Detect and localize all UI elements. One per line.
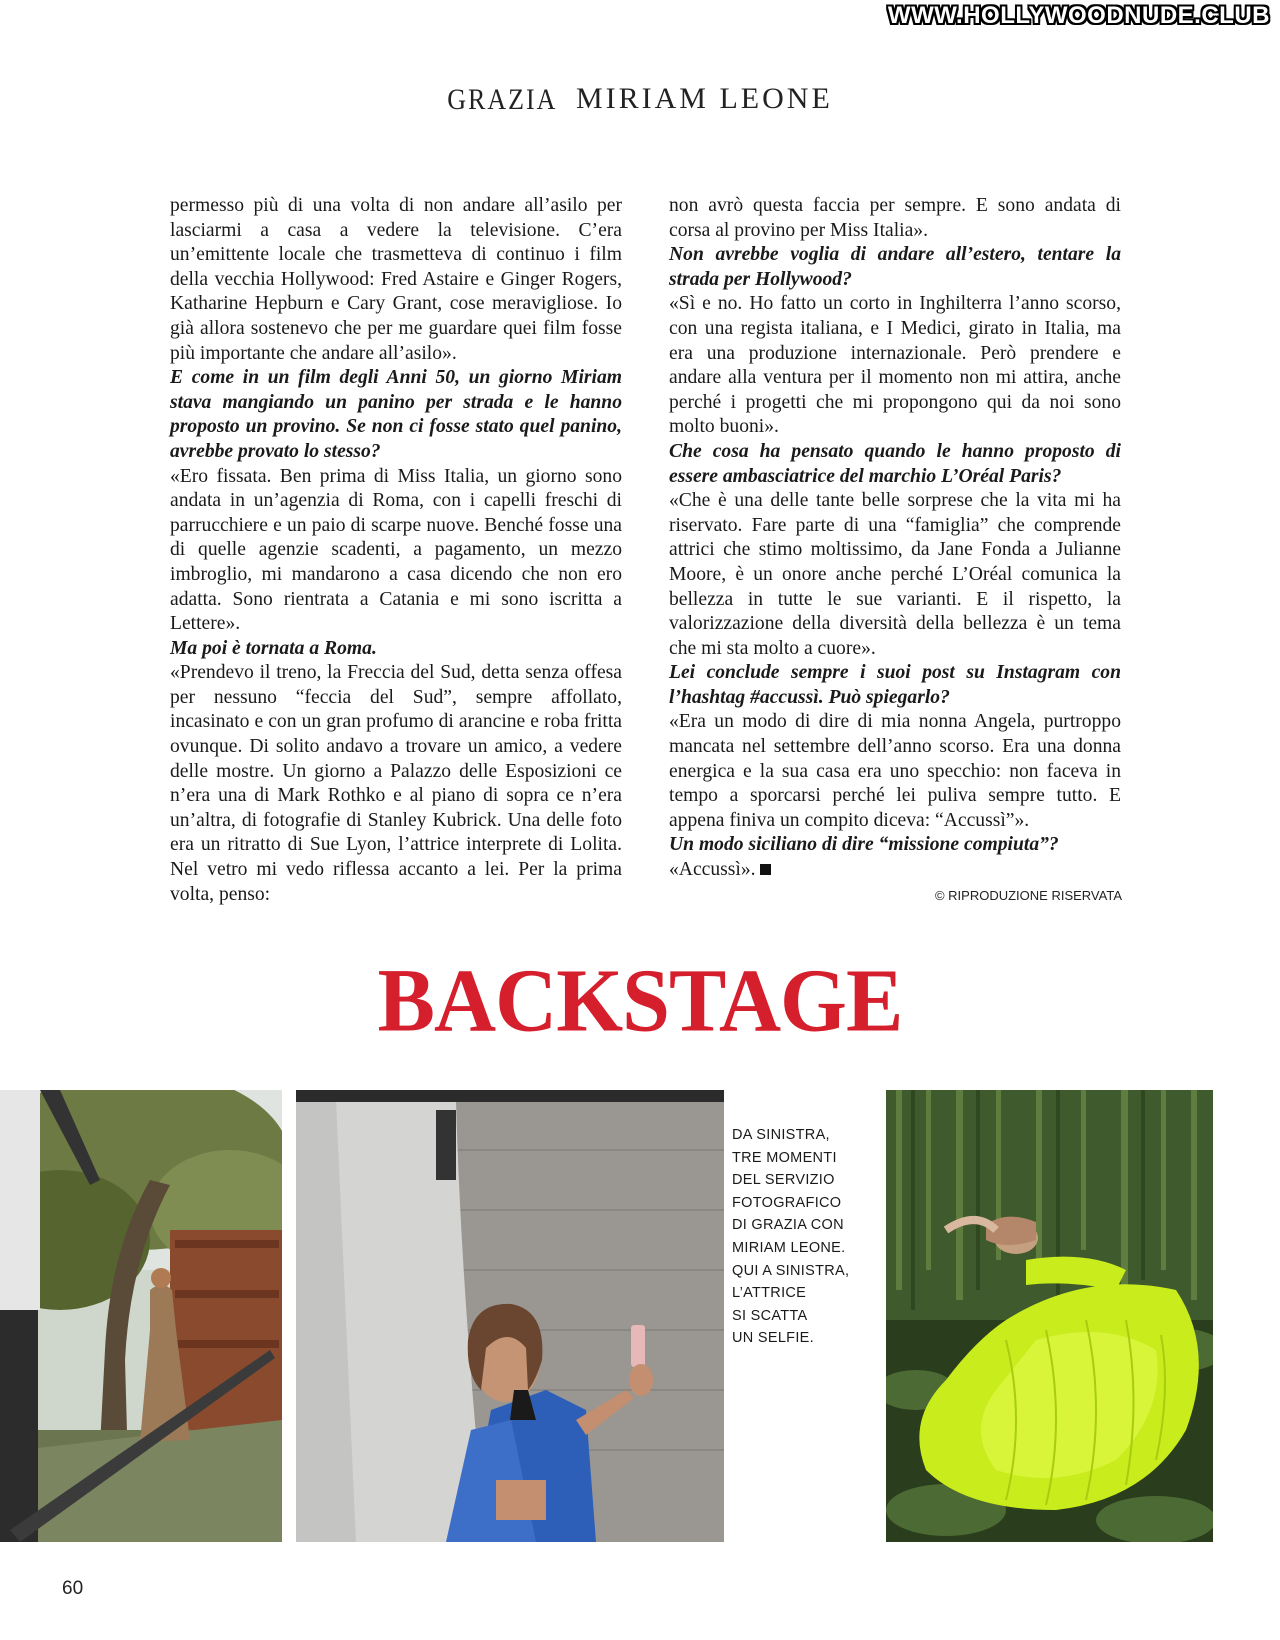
article-column-right — [669, 194, 1121, 883]
answer-paragraph: «Ero fissata. Ben prima di Miss Italia, un giorno sono andata in un’agenzia di Roma, con i capelli freschi di parrucchiere e un paio di scarpe nuove. Benché fosse una di quelle agenzie scadenti, a pagamento, un mezzo imbroglio, mi mandarono a casa dicendo che non ero adatta. Sono rientrata a Catania e mi sono iscritta a Lettere». — [170, 465, 622, 635]
caption-line: L’ATTRICE — [732, 1285, 807, 1302]
caption-line: UN SELFIE. — [732, 1330, 814, 1347]
page-number: 60 — [62, 1578, 84, 1599]
final-answer-text: «Accussì». — [669, 859, 756, 881]
question-paragraph: Ma poi è tornata a Roma. — [170, 637, 377, 659]
caption-line: TRE MOMENTI — [732, 1149, 837, 1166]
final-answer-paragraph — [669, 858, 1121, 883]
answer-paragraph: permesso più di una volta di non andare all’asilo per lasciarmi a casa a vedere la televisione. C’era un’emittente locale che trasmetteva di continuo i film della vecchia Hollywood: Fred Astaire e Ginger Rogers, Katharine Hepburn e Cary Grant, cose meravigliose. Io già allora sostenevo che per me guardare quei film fosse più importante che andare all’asilo». — [170, 195, 622, 364]
photo-studio-selfie — [296, 1090, 724, 1542]
answer-paragraph: «Sì e no. Ho fatto un corto in Inghilterra l’anno scorso, con una regista italiana, e I Medici, girato in Italia, ma era una produzione internazionale. Però prendere e andare alla ventura per il momento non mi attira, anche perché i progetti che mi propongono qui da noi sono molto buoni». — [669, 293, 1121, 438]
photo-green-dress — [886, 1090, 1213, 1542]
answer-paragraph: «Che è una delle tante belle sorprese che la vita mi ha riservato. Fare parte di una “famiglia” che comprende attrici che stimo moltissimo, da Jane Fonda a Julianne Moore, è un onore anche perché L’Oréal comunica la bellezza in tutte le sue varianti. E il rispetto, la valorizzazione della diversità della bellezza è un tema che mi sta molto a cuore». — [669, 490, 1121, 659]
question-paragraph: Un modo siciliano di dire “missione compiuta”? — [669, 834, 1059, 856]
caption-line: FOTOGRAFICO — [732, 1194, 842, 1211]
end-of-article-mark — [760, 864, 771, 875]
running-head — [0, 82, 1280, 116]
question-paragraph: Non avrebbe voglia di andare all’estero, tentare la strada per Hollywood? — [669, 244, 1121, 290]
watermark: WWW.HOLLYWOODNUDE.CLUB — [887, 2, 1270, 29]
caption-line: SI SCATTA — [732, 1307, 808, 1324]
section-title: BACKSTAGE — [377, 949, 903, 1051]
question-paragraph: Lei conclude sempre i suoi post su Instagram con l’hashtag #accussì. Può spiegarlo? — [669, 662, 1121, 708]
caption-line: DI GRAZIA CON — [732, 1217, 844, 1234]
caption-line: MIRIAM LEONE. — [732, 1239, 846, 1256]
article-subject: MIRIAM LEONE — [575, 82, 833, 115]
magazine-brand: GRAZIA — [447, 82, 558, 117]
answer-paragraph: «Era un modo di dire di mia nonna Angela, purtroppo mancata nel settembre dell’anno scorso. Era una donna energica e la sua casa era uno specchio: non faceva in tempo a sporcarsi perché lei puliva sempre tutto. E appena finiva un compito diceva: “Accussì”». — [669, 711, 1121, 831]
photo-garden — [0, 1090, 282, 1542]
copyright-notice: © RIPRODUZIONE RISERVATA — [934, 888, 1122, 903]
caption-line: DA SINISTRA, — [732, 1127, 830, 1143]
answer-paragraph: «Prendevo il treno, la Freccia del Sud, detta senza offesa per nessuno “feccia del Sud”, sempre affollato, incasinato e con un gran profumo di arancine e roba fritta ovunque. Di solito andavo a trovare un amico, a vedere delle mostre. Un giorno a Palazzo delle Esposizioni ce n’era una di Mark Rothko e al piano di sopra ce n’era un’altra, di fotografie di Stanley Kubrick. Una delle foto era un ritratto di Sue Lyon, l’attrice interprete di Lolita. Nel vetro mi vedo riflessa accanto a lei. Per la prima volta, penso: — [170, 662, 622, 905]
question-paragraph: E come in un film degli Anni 50, un giorno Miriam stava mangiando un panino per strada e le hanno proposto un provino. Se non ci fosse stato quel panino, avrebbe provato lo stesso? — [170, 367, 622, 462]
article-column-left — [170, 194, 622, 907]
answer-paragraph: non avrò questa faccia per sempre. E sono andata di corsa al provino per Miss Italia». — [669, 195, 1121, 241]
photo-caption — [732, 1124, 872, 1350]
caption-line: QUI A SINISTRA, — [732, 1262, 850, 1279]
question-paragraph: Che cosa ha pensato quando le hanno proposto di essere ambasciatrice del marchio L’Oréal Paris? — [669, 440, 1121, 487]
caption-line: DEL SERVIZIO — [732, 1172, 835, 1189]
